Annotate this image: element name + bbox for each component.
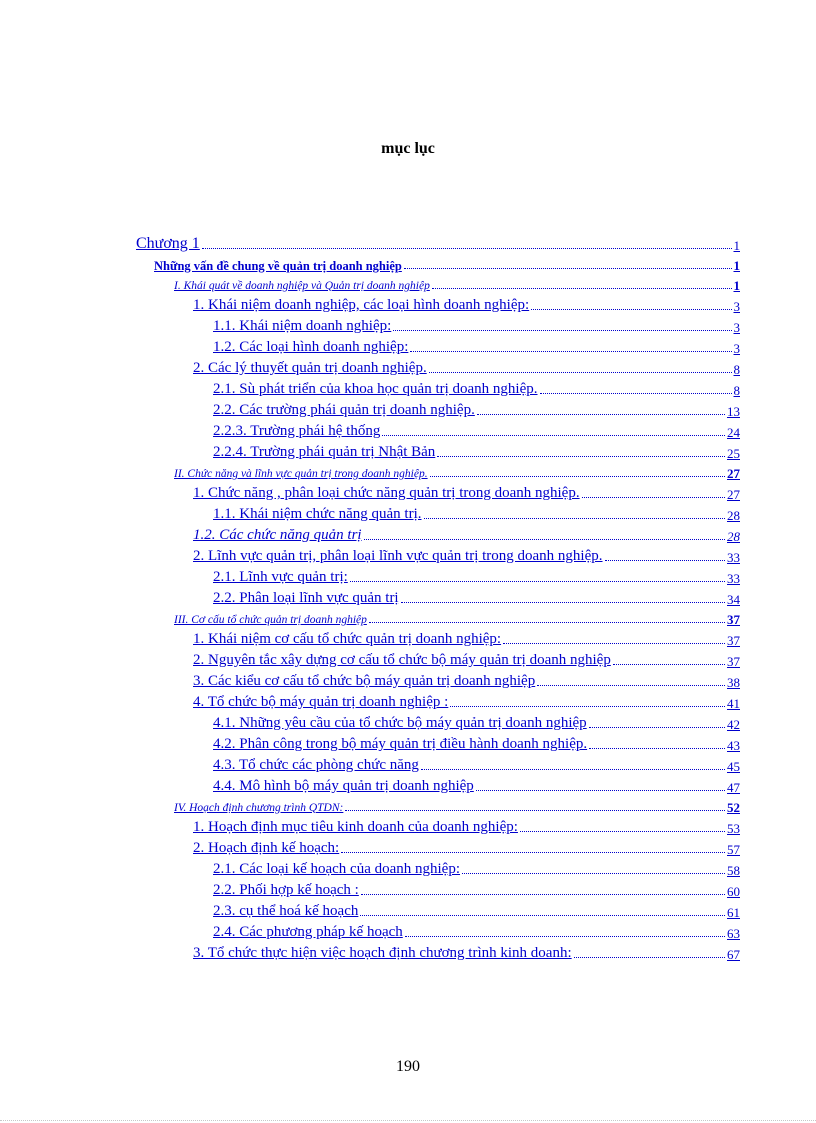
toc-entry-page: 60: [727, 884, 740, 899]
toc-entry[interactable]: [136, 898, 740, 919]
toc-entry-label: 3. Tổ chức thực hiện việc hoạch định chương trình kinh doanh:: [193, 945, 572, 961]
toc-entry[interactable]: [136, 376, 740, 397]
toc-entry-label: Những vấn đề chung về quản trị doanh nghiệp: [154, 258, 402, 273]
dot-leader: [202, 247, 732, 249]
toc-entry[interactable]: [136, 710, 740, 731]
toc-entry-page: 1: [733, 238, 740, 253]
page-title: mục lục: [381, 140, 435, 157]
dot-leader: [341, 851, 725, 853]
toc-entry-page: 13: [727, 404, 740, 419]
dot-leader: [432, 287, 732, 289]
toc-entry[interactable]: [136, 230, 740, 252]
toc-entry-page: 24: [727, 425, 740, 440]
dot-leader: [369, 621, 725, 623]
toc-entry-page: 27: [727, 487, 740, 502]
dot-leader: [589, 726, 725, 728]
toc-entry-label: 2. Hoạch định kế hoạch:: [193, 840, 340, 856]
toc-entry[interactable]: [136, 668, 740, 689]
toc-entry-label: 1.1. Khái niệm doanh nghiệp:: [213, 318, 392, 334]
toc-entry-page: 37: [727, 633, 740, 648]
toc-entry-page: 63: [727, 926, 740, 941]
toc-entry[interactable]: [136, 480, 740, 501]
toc-entry-label: 2. Các lý thuyết quản trị doanh nghiệp.: [193, 360, 427, 376]
dot-leader: [393, 329, 731, 331]
toc-entry[interactable]: [136, 418, 740, 439]
toc-entry-label: 2.2.4. Trường phái quản trị Nhật Bản: [213, 444, 436, 460]
toc-entry-label: III. Cơ cấu tổ chức quản trị doanh nghiệp: [174, 613, 367, 626]
toc-entry-page: 33: [727, 571, 740, 586]
toc-entry-page: 27: [727, 466, 740, 481]
toc-entry[interactable]: [136, 564, 740, 585]
dot-leader: [350, 580, 725, 582]
dot-leader: [540, 392, 732, 394]
toc-entry-page: 8: [733, 383, 740, 398]
toc-entry[interactable]: [136, 543, 740, 564]
toc-entry[interactable]: [136, 313, 740, 334]
dot-leader: [360, 914, 725, 916]
toc-entry-label: 4.2. Phân công trong bộ máy quản trị điều hành doanh nghiệp.: [213, 736, 588, 752]
dot-leader: [574, 956, 725, 958]
toc-entry-label: 3. Các kiểu cơ cấu tổ chức bộ máy quản trị doanh nghiệp: [193, 673, 536, 689]
toc-entry-page: 1: [733, 278, 740, 293]
toc-entry-label: 2.1. Sù phát triển của khoa học quản trị doanh nghiệp.: [213, 381, 538, 397]
toc-entry-page: 38: [727, 675, 740, 690]
dot-leader: [405, 935, 725, 937]
toc-entry[interactable]: [136, 585, 740, 606]
dot-leader: [477, 413, 725, 415]
dot-leader: [404, 267, 732, 269]
dot-leader: [582, 496, 725, 498]
dot-leader: [537, 684, 725, 686]
toc-entry[interactable]: [136, 355, 740, 376]
toc-entry-label: 1.2. Các loại hình doanh nghiệp:: [213, 339, 409, 355]
toc-entry-page: 58: [727, 863, 740, 878]
toc-entry-page: 42: [727, 717, 740, 732]
toc-entry[interactable]: [136, 794, 740, 814]
toc-entry-page: 57: [727, 842, 740, 857]
toc-entry-label: 2.2.3. Trường phái hệ thống: [213, 423, 381, 439]
toc-entry[interactable]: [136, 522, 740, 543]
dot-leader: [605, 559, 725, 561]
toc-entry-label: 2.2. Phân loại lĩnh vực quản trị: [213, 590, 399, 606]
toc-entry[interactable]: [136, 752, 740, 773]
toc-entry-page: 52: [727, 800, 740, 815]
toc-entry[interactable]: [136, 856, 740, 877]
dot-leader: [503, 642, 725, 644]
dot-leader: [345, 809, 725, 811]
toc-entry[interactable]: [136, 439, 740, 460]
toc-entry-page: 34: [727, 592, 740, 607]
toc-entry-label: II. Chức năng và lĩnh vực quản trị trong doanh nghiệp.: [174, 467, 428, 480]
dot-leader: [421, 768, 725, 770]
toc-entry[interactable]: [136, 460, 740, 480]
toc-entry-label: 1.1. Khái niệm chức năng quản trị.: [213, 506, 422, 522]
toc-entry-label: 2.3. cụ thể hoá kế hoạch: [213, 903, 359, 919]
dot-leader: [364, 538, 725, 540]
toc-entry-label: 4.1. Những yêu cầu của tổ chức bộ máy quản trị doanh nghiệp: [213, 715, 587, 731]
toc-entry[interactable]: [136, 334, 740, 355]
dot-leader: [437, 455, 725, 457]
dot-leader: [450, 705, 725, 707]
toc-entry-label: 1. Khái niệm cơ cấu tổ chức quản trị doanh nghiệp:: [193, 631, 502, 647]
toc-entry-page: 8: [733, 362, 740, 377]
toc-entry[interactable]: [136, 606, 740, 626]
dot-leader: [462, 872, 725, 874]
toc-entry-page: 61: [727, 905, 740, 920]
dot-leader: [476, 789, 725, 791]
toc-entry[interactable]: [136, 647, 740, 668]
toc-entry-label: I. Khái quát về doanh nghiệp và Quản trị doanh nghiệp: [174, 279, 430, 292]
toc-entry[interactable]: [136, 835, 740, 856]
toc-entry-page: 3: [733, 320, 740, 335]
toc-entry[interactable]: [136, 501, 740, 522]
toc-entry-label: 1. Hoạch định mục tiêu kinh doanh của doanh nghiệp:: [193, 819, 518, 835]
toc-entry[interactable]: [136, 814, 740, 835]
toc-entry-label: Chương 1: [136, 235, 200, 252]
dot-leader: [531, 308, 731, 310]
toc-entry-label: 2.2. Các trường phái quản trị doanh nghiệp.: [213, 402, 475, 418]
dot-leader: [410, 350, 731, 352]
toc-entry[interactable]: [136, 877, 740, 898]
toc-entry[interactable]: [136, 940, 740, 961]
toc-entry[interactable]: [136, 626, 740, 647]
toc-entry-page: 37: [727, 612, 740, 627]
toc-entry[interactable]: [136, 252, 740, 272]
toc-entry-label: 2.1. Lĩnh vực quản trị:: [213, 569, 348, 585]
toc-entry-label: 1.2. Các chức năng quản trị: [193, 527, 362, 543]
dot-leader: [613, 663, 725, 665]
table-of-contents: [136, 230, 740, 961]
toc-entry-page: 67: [727, 947, 740, 962]
toc-entry[interactable]: [136, 397, 740, 418]
toc-entry-page: 41: [727, 696, 740, 711]
toc-entry-page: 37: [727, 654, 740, 669]
page-edge-divider: [0, 1120, 816, 1121]
toc-entry-page: 33: [727, 550, 740, 565]
toc-entry-label: 4. Tổ chức bộ máy quản trị doanh nghiệp :: [193, 694, 449, 710]
toc-entry-label: 2. Lĩnh vực quản trị, phân loại lĩnh vực quản trị trong doanh nghiệp.: [193, 548, 603, 564]
toc-entry[interactable]: [136, 773, 740, 794]
toc-entry-label: 4.4. Mô hình bộ máy quản trị doanh nghiệp: [213, 778, 474, 794]
toc-entry-label: 2.4. Các phương pháp kế hoạch: [213, 924, 403, 940]
toc-entry-page: 47: [727, 780, 740, 795]
dot-leader: [520, 830, 725, 832]
dot-leader: [589, 747, 725, 749]
toc-entry-page: 3: [733, 341, 740, 356]
toc-entry-page: 28: [727, 529, 740, 544]
toc-entry-label: 2.1. Các loại kế hoạch của doanh nghiệp:: [213, 861, 461, 877]
toc-entry-page: 3: [733, 299, 740, 314]
dot-leader: [424, 517, 726, 519]
dot-leader: [401, 601, 725, 603]
toc-entry[interactable]: [136, 919, 740, 940]
toc-entry-page: 28: [727, 508, 740, 523]
toc-entry-page: 45: [727, 759, 740, 774]
page-number: 190: [396, 1058, 420, 1075]
toc-entry[interactable]: [136, 731, 740, 752]
toc-entry-page: 1: [733, 258, 740, 273]
toc-entry-label: 1. Chức năng , phân loại chức năng quản trị trong doanh nghiệp.: [193, 485, 580, 501]
toc-entry[interactable]: [136, 292, 740, 313]
dot-leader: [361, 893, 725, 895]
toc-entry-label: IV. Hoạch định chương trình QTDN:: [174, 801, 344, 814]
toc-entry-page: 25: [727, 446, 740, 461]
toc-entry[interactable]: [136, 272, 740, 292]
toc-entry-page: 43: [727, 738, 740, 753]
toc-entry-label: 2.2. Phối hợp kế hoạch :: [213, 882, 359, 898]
toc-entry-label: 2. Nguyên tắc xây dựng cơ cấu tổ chức bộ máy quản trị doanh nghiệp: [193, 652, 611, 668]
toc-entry-label: 1. Khái niệm doanh nghiệp, các loại hình doanh nghiệp:: [193, 297, 530, 313]
toc-entry-page: 53: [727, 821, 740, 836]
dot-leader: [430, 475, 725, 477]
dot-leader: [429, 371, 732, 373]
toc-entry-label: 4.3. Tổ chức các phòng chức năng: [213, 757, 419, 773]
toc-entry[interactable]: [136, 689, 740, 710]
dot-leader: [382, 434, 725, 436]
